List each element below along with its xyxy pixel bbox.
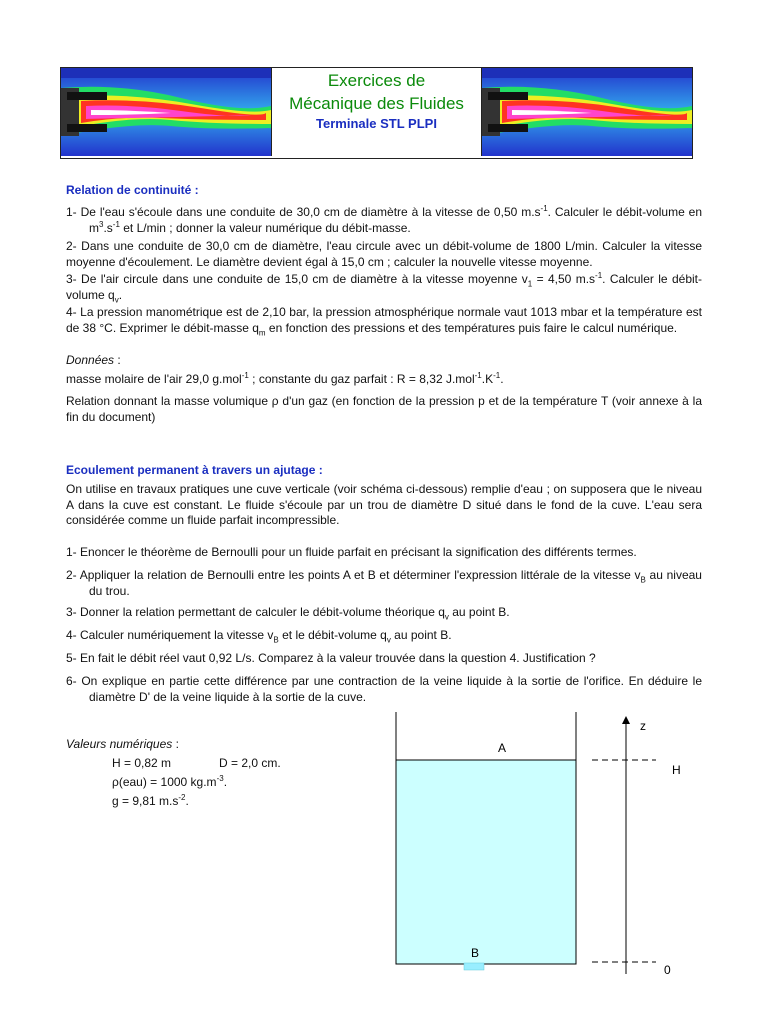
value-row-g — [112, 792, 281, 811]
text: ρ(eau) = 1000 kg.m — [112, 775, 217, 789]
text: et L/min ; donner la valeur numérique du débit-masse. — [119, 220, 411, 235]
superscript: -1 — [474, 371, 482, 380]
text: = 4,50 m.s — [532, 272, 596, 286]
exercise-2-2 — [66, 568, 702, 599]
text: 4- Calculer numériquement la vitesse v — [66, 628, 274, 642]
data-molar-mass — [66, 372, 702, 388]
text: et le débit-volume q — [278, 628, 387, 642]
subscript: m — [258, 327, 266, 337]
exercise-1-3 — [66, 272, 702, 303]
superscript: -1 — [595, 271, 603, 280]
header-title-block — [272, 68, 481, 158]
text: en fonction des pressions et des températures puis faire le calcul numérique. — [265, 320, 678, 335]
text: . Calculer le débit-volume q — [66, 272, 702, 302]
text: 2- Appliquer la relation de Bernoulli entre les points A et B et déterminer l'expression littérale de la vitesse v — [66, 568, 641, 582]
text: : — [172, 737, 179, 751]
text: au point B. — [448, 605, 510, 619]
data-label — [66, 353, 702, 369]
text: . — [185, 794, 189, 808]
section-heading-nozzle: Ecoulement permanent à travers un ajutage : — [66, 463, 323, 477]
header-box — [60, 67, 693, 159]
nozzle-intro: On utilise en travaux pratiques une cuve verticale (voir schéma ci-dessous) remplie d'eau ; on supposera que le niveau A dans la cuve est constant. Le fluide s'écoule par un trou de diamètre D situé dans le fond de la cuve. L'eau sera considérée comme un fluide parfait incompressible. — [66, 482, 702, 527]
superscript: 3 — [99, 219, 104, 229]
text: ; constante du gaz parfait : R = 8,32 J.mol — [248, 372, 475, 386]
header-subtitle: Terminale STL PLPI — [316, 116, 437, 131]
z-axis-arrow-icon — [622, 716, 630, 724]
tank-water — [396, 760, 576, 964]
text: . — [118, 287, 123, 302]
density-relation: Relation donnant la masse volumique ρ d'un gaz (en fonction de la pression p et de la température T (voir annexe à la fin du document) — [66, 394, 702, 424]
subscript: v — [386, 635, 391, 645]
subscript: B — [273, 635, 279, 645]
value-d: D = 2,0 cm. — [219, 756, 281, 770]
text: 1- De l'eau s'écoule dans une conduite de 30,0 cm de diamètre à la vitesse de 0,50 m.s — [66, 205, 541, 219]
numeric-values-list — [112, 754, 281, 811]
section-heading-continuity: Relation de continuité : — [66, 183, 199, 197]
exercise-2-5: 5- En fait le débit réel vaut 0,92 L/s. Comparez à la valeur trouvée dans la question 4. Justification ? — [66, 651, 596, 665]
flame-picture — [482, 68, 692, 156]
label-h: H — [672, 763, 681, 777]
text: .K — [481, 372, 494, 386]
flame-image-right — [481, 68, 692, 156]
value-row-rho — [112, 773, 281, 792]
text: au niveau du trou. — [89, 568, 702, 598]
text: 3- De l'air circule dans une conduite de 15,0 cm de diamètre à la vitesse moyenne v — [66, 272, 528, 286]
label-zero: 0 — [664, 963, 671, 977]
tank-diagram — [380, 712, 700, 1012]
subscript: B — [640, 575, 646, 585]
text: g = 9,81 m.s — [112, 794, 179, 808]
label-b: B — [471, 946, 480, 960]
exercise-2-4 — [66, 628, 702, 644]
exercise-1-2: 2- Dans une conduite de 30,0 cm de diamètre, l'eau circule avec un débit-volume de 1800 L/min. Calculer la vitesse moyenne d'écoulement. Le diamètre devient égal à 15,0 cm ; calculer la nouvelle vitesse moyenne. — [66, 239, 702, 269]
superscript: -3 — [216, 774, 224, 783]
superscript: -1 — [112, 219, 120, 229]
exercise-2-1: 1- Enoncer le théorème de Bernoulli pour un fluide parfait en précisant la signification des différents termes. — [66, 545, 637, 559]
text: Données — [66, 353, 115, 367]
superscript: -1 — [493, 371, 501, 380]
exercise-2-6: 6- On explique en partie cette différence par une contraction de la veine liquide à la sortie de l'orifice. En déduire le diamètre D' de la veine liquide à la sortie de la cuve. — [66, 674, 702, 704]
header-title-line1: Exercices de — [327, 71, 426, 90]
exercise-1-1 — [66, 205, 702, 236]
tank-outlet — [464, 963, 484, 970]
exercise-1-4 — [66, 305, 702, 336]
superscript: -1 — [540, 204, 548, 213]
exercise-2-3 — [66, 605, 702, 621]
text: : — [114, 353, 121, 367]
text: 4- La pression manométrique est de 2,10 bar, la pression atmosphérique normale vaut 1013 mbar et la température est de 38 °C. Exprimer le débit-masse q — [66, 305, 702, 335]
value-h: H = 0,82 m — [112, 756, 172, 770]
numeric-values-label — [66, 737, 346, 753]
label-a: A — [498, 741, 507, 755]
text: . — [500, 372, 504, 386]
text: .s — [103, 220, 113, 235]
subscript: 1 — [527, 279, 533, 289]
subscript: v — [114, 294, 119, 304]
flame-image-left — [61, 68, 272, 156]
value-row-h-d — [112, 754, 281, 773]
superscript: -2 — [178, 793, 186, 802]
text: masse molaire de l'air 29,0 g.mol — [66, 372, 242, 386]
label-z: z — [640, 719, 646, 733]
text: . — [223, 775, 228, 789]
text: au point B. — [390, 628, 452, 642]
text: Valeurs numériques — [66, 737, 173, 751]
text: . Calculer le débit-volume en m — [89, 205, 703, 235]
flame-picture — [61, 68, 271, 156]
text: 3- Donner la relation permettant de calculer le débit-volume théorique q — [66, 605, 445, 619]
header-title-line2: Mécanique des Fluides — [289, 94, 464, 113]
subscript: v — [444, 612, 449, 622]
superscript: -1 — [241, 371, 249, 380]
